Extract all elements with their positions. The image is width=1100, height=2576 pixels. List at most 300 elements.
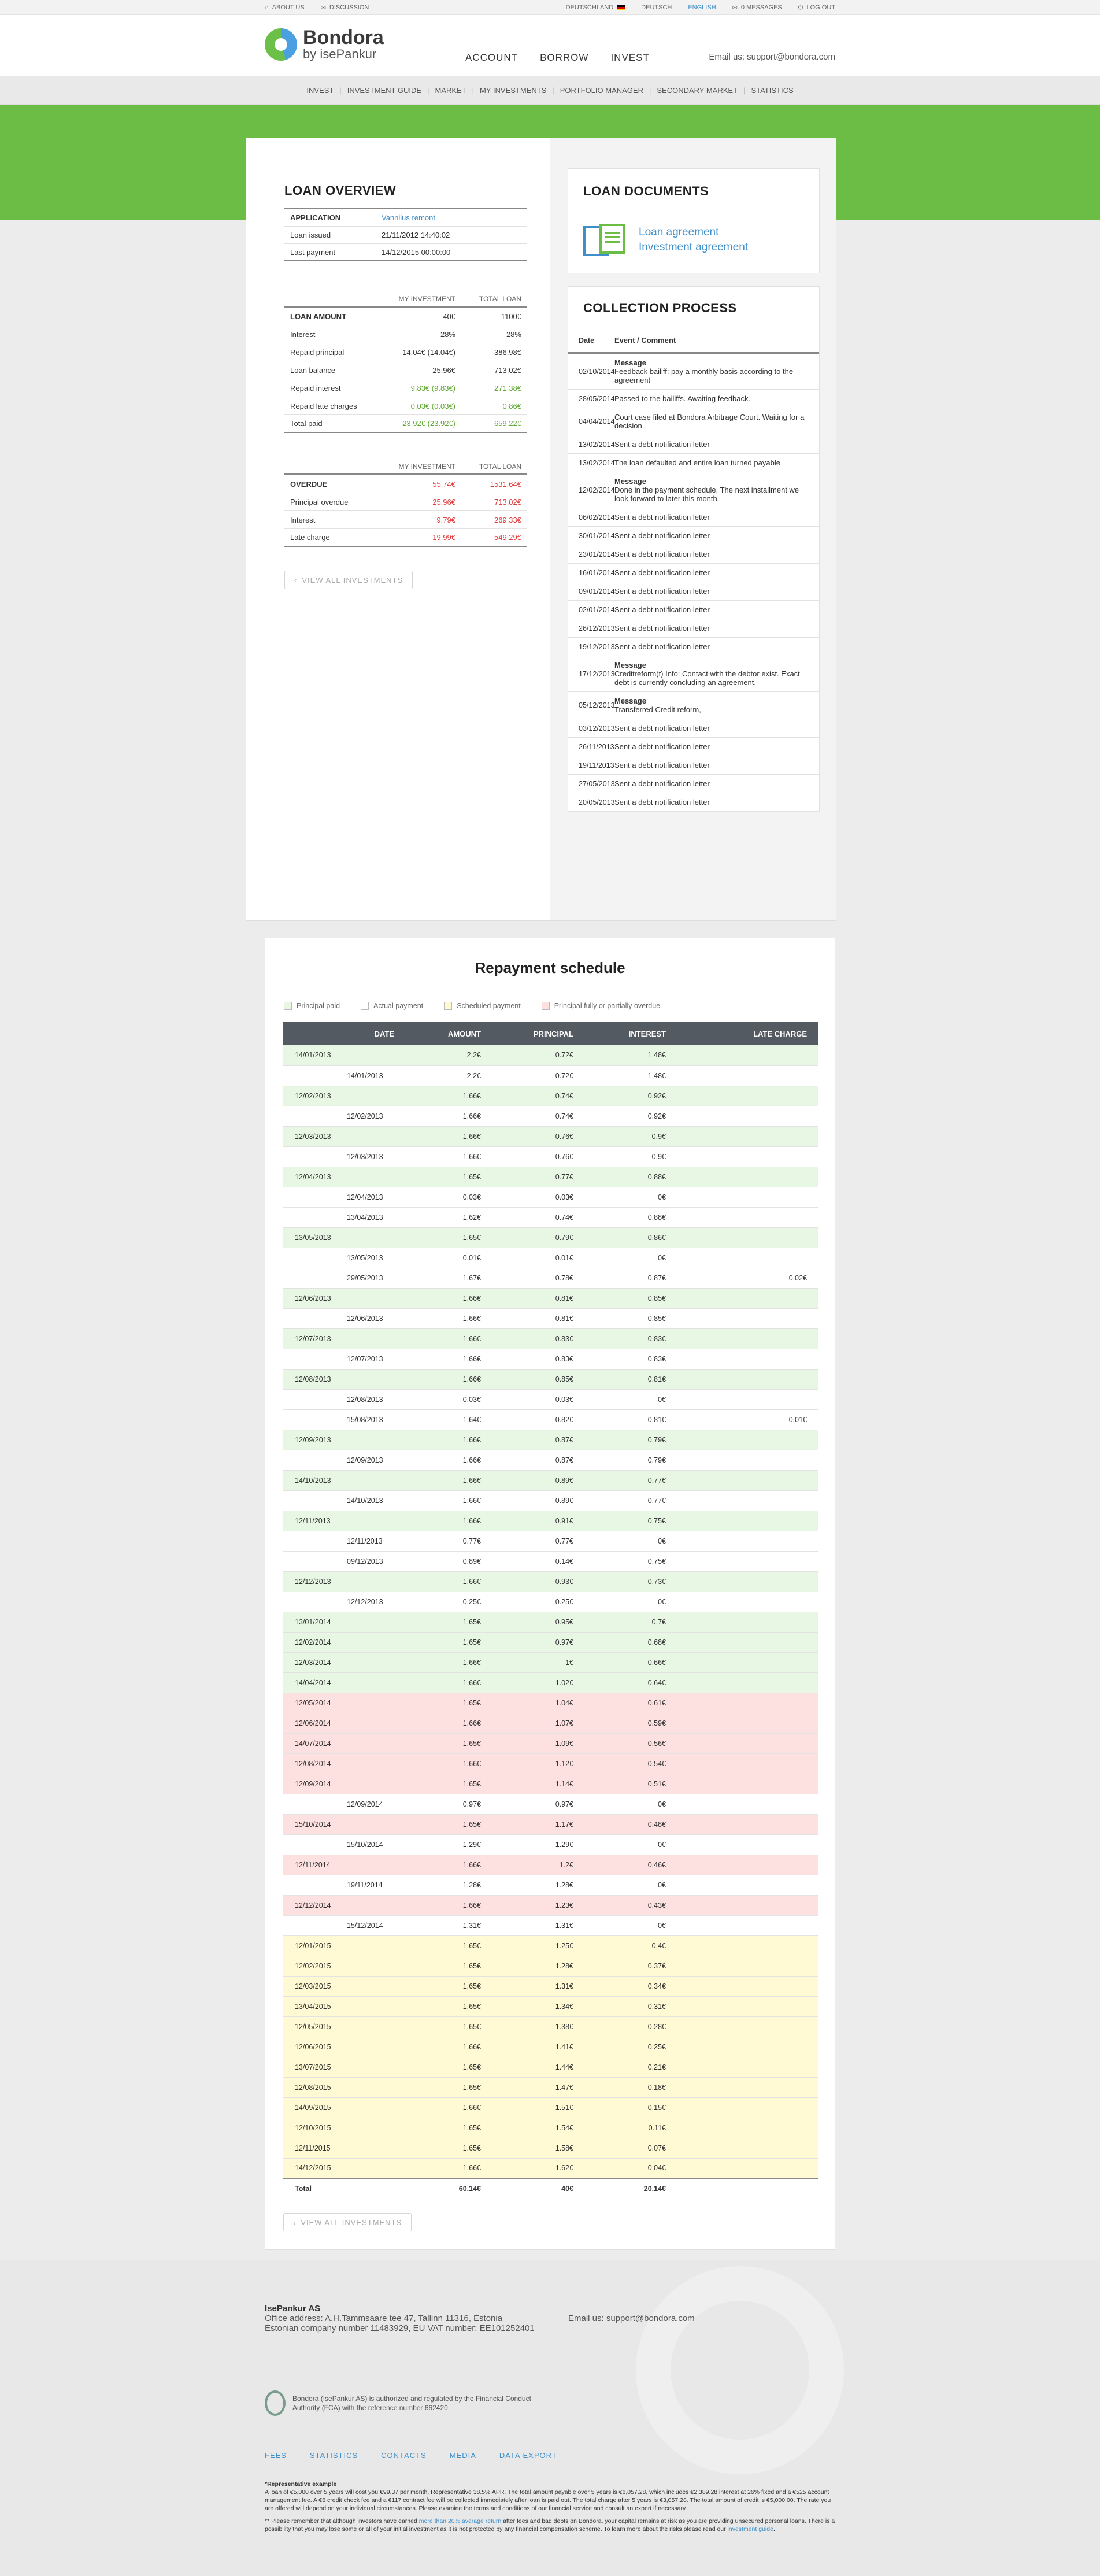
collection-event-text: Feedback bailiff: pay a monthly basis according to the agreement: [614, 367, 794, 384]
schedule-late-charge: [671, 2037, 818, 2057]
schedule-interest: 0.92€: [578, 1086, 671, 1106]
schedule-due-date: 12/09/2013: [283, 1430, 347, 1450]
schedule-due-date: [283, 1551, 347, 1571]
schedule-principal: 1.44€: [486, 2057, 578, 2077]
country-selector[interactable]: DEUTSCHLAND: [566, 4, 625, 11]
schedule-payment-date: 14/01/2013: [347, 1065, 399, 1086]
schedule-row: [283, 1672, 818, 1693]
schedule-amount: 1.66€: [399, 2097, 486, 2118]
schedule-late-charge: [671, 1167, 818, 1187]
schedule-amount: 1.66€: [399, 1288, 486, 1308]
footer-company: IsePankur AS: [265, 2304, 321, 2314]
collection-row: [568, 408, 819, 435]
schedule-payment-date: [347, 1045, 399, 1065]
schedule-interest: 0.64€: [578, 1672, 671, 1693]
subnav-my-investments[interactable]: MY INVESTMENTS: [480, 86, 547, 95]
footer-email[interactable]: Email us: support@bondora.com: [568, 2314, 695, 2323]
investment-guide-link[interactable]: investment guide: [727, 2526, 773, 2533]
schedule-interest: 0.61€: [578, 1693, 671, 1713]
schedule-row: [283, 1065, 818, 1086]
schedule-due-date: 12/05/2015: [283, 2016, 347, 2037]
collection-message-label: Message: [614, 661, 646, 669]
schedule-late-charge: [671, 1895, 818, 1915]
collection-row: [568, 435, 819, 454]
schedule-late-charge: [671, 1349, 818, 1369]
schedule-due-date: [283, 1207, 347, 1227]
schedule-interest: 0.07€: [578, 2138, 671, 2158]
collection-event-text: The loan defaulted and entire loan turned payable: [614, 458, 780, 467]
schedule-interest: 0.34€: [578, 1976, 671, 1996]
schedule-interest: 0.28€: [578, 2016, 671, 2037]
collection-date: 09/01/2014: [579, 587, 615, 595]
schedule-row: [283, 2016, 818, 2037]
schedule-row: [283, 1187, 818, 1207]
schedule-late-charge: [671, 1531, 818, 1551]
subnav-statistics[interactable]: STATISTICS: [751, 86, 794, 95]
schedule-due-date: 13/07/2015: [283, 2057, 347, 2077]
schedule-due-date: [283, 1915, 347, 1935]
loan-agreement-link[interactable]: Loan agreement: [639, 226, 719, 238]
collection-date: 28/05/2014: [579, 394, 615, 403]
schedule-interest: 0€: [578, 1389, 671, 1409]
investment-agreement-link[interactable]: Investment agreement: [639, 241, 749, 253]
schedule-principal: 0.81€: [486, 1288, 578, 1308]
fin-total-value: 1531.64€: [490, 479, 521, 488]
header-email[interactable]: Email us: support@bondora.com: [709, 52, 835, 62]
schedule-row: [283, 2158, 818, 2178]
schedule-interest: 0.43€: [578, 1895, 671, 1915]
schedule-late-charge: [671, 1794, 818, 1814]
schedule-row: [283, 2138, 818, 2158]
schedule-late-charge: [671, 1126, 818, 1146]
schedule-due-date: 13/04/2015: [283, 1996, 347, 2016]
collection-event: [614, 798, 718, 806]
schedule-interest: 0.21€: [578, 2057, 671, 2077]
schedule-interest: 0.48€: [578, 1814, 671, 1834]
schedule-principal: 0.81€: [486, 1308, 578, 1328]
schedule-row: [283, 1146, 818, 1167]
schedule-due-date: 12/06/2013: [283, 1288, 347, 1308]
schedule-due-date: 12/09/2014: [283, 1774, 347, 1794]
schedule-payment-date: [347, 1895, 399, 1915]
fca-text: Bondora (IsePankur AS) is authorized and regulated by the Financial Conduct Authority (FCA) with the reference number 662420: [292, 2394, 531, 2412]
schedule-amount: 1.65€: [399, 1733, 486, 1753]
legend-item: [542, 1002, 660, 1010]
footer-address: Office address: A.H.Tammsaare tee 47, Tallinn 11316, Estonia: [265, 2314, 503, 2323]
schedule-payment-date: [347, 1612, 399, 1632]
about-link[interactable]: ⌂ ABOUT US: [265, 4, 305, 11]
schedule-amount: 1.65€: [399, 1935, 486, 1956]
footer-link-fees[interactable]: FEES: [265, 2451, 287, 2460]
fin-label: Interest: [290, 515, 316, 524]
bondora-logo[interactable]: Bondora by isePankur: [265, 28, 384, 61]
schedule-payment-date: 13/05/2013: [347, 1248, 399, 1268]
fin-label: Repaid interest: [290, 383, 341, 393]
schedule-principal: 1.17€: [486, 1814, 578, 1834]
schedule-payment-date: 12/09/2013: [347, 1450, 399, 1470]
schedule-amount: 1.65€: [399, 2016, 486, 2037]
document-icon: [583, 224, 626, 256]
schedule-late-charge: [671, 1672, 818, 1693]
schedule-due-date: 14/10/2013: [283, 1470, 347, 1490]
schedule-payment-date: [347, 1126, 399, 1146]
overview-row: Last payment 14/12/2015 00:00:00: [284, 244, 527, 261]
schedule-interest: 0.87€: [578, 1268, 671, 1288]
schedule-principal: 0.03€: [486, 1389, 578, 1409]
nav-account[interactable]: ACCOUNT: [465, 52, 518, 63]
footer-regno: Estonian company number 11483929, EU VAT number: EE101252401: [265, 2323, 535, 2333]
total-label: Total: [283, 2178, 347, 2199]
site-header: [0, 15, 1100, 76]
schedule-row: [283, 1834, 818, 1855]
schedule-principal: 1€: [486, 1652, 578, 1672]
schedule-payment-date: 12/06/2013: [347, 1308, 399, 1328]
legend-swatch: [444, 1002, 452, 1010]
schedule-due-date: 12/02/2015: [283, 1956, 347, 1976]
schedule-late-charge: [671, 1369, 818, 1389]
schedule-row: [283, 1450, 818, 1470]
footer-links: [265, 2451, 557, 2460]
fin-total-value: 659.22€: [494, 419, 521, 428]
schedule-principal: 1.04€: [486, 1693, 578, 1713]
schedule-due-date: 12/04/2013: [283, 1167, 347, 1187]
schedule-row: [283, 1126, 818, 1146]
messages-link[interactable]: ✉ 0 MESSAGES: [732, 4, 782, 12]
legend-label: Scheduled payment: [457, 1002, 521, 1010]
schedule-due-date: 12/07/2013: [283, 1328, 347, 1349]
subnav-investment-guide[interactable]: INVESTMENT GUIDE: [347, 86, 422, 95]
schedule-amount: 1.66€: [399, 1753, 486, 1774]
schedule-row: [283, 1592, 818, 1612]
schedule-principal: 1.23€: [486, 1895, 578, 1915]
fin-mine-value: 25.96€: [432, 365, 455, 375]
schedule-total-row: [283, 2178, 818, 2199]
total-amount: 60.14€: [399, 2178, 486, 2199]
fin-total-value: 713.02€: [494, 497, 521, 506]
fin-label: Loan balance: [290, 365, 336, 375]
schedule-row: [283, 1227, 818, 1248]
schedule-payment-date: 12/08/2013: [347, 1389, 399, 1409]
legend-swatch: [284, 1002, 292, 1010]
schedule-interest: 0.54€: [578, 1753, 671, 1774]
schedule-late-charge: [671, 1855, 818, 1875]
schedule-interest: 0€: [578, 1834, 671, 1855]
schedule-row: [283, 1531, 818, 1551]
schedule-due-date: 13/05/2013: [283, 1227, 347, 1248]
schedule-interest: 0.15€: [578, 2097, 671, 2118]
fin-row: [284, 493, 527, 511]
schedule-amount: 1.65€: [399, 1956, 486, 1976]
schedule-payment-date: [347, 1571, 399, 1592]
collection-date: 02/01/2014: [579, 605, 615, 614]
fin-total-value: 271.38€: [494, 383, 521, 393]
lang-en-link[interactable]: ENGLISH: [688, 4, 716, 11]
schedule-amount: 1.66€: [399, 1470, 486, 1490]
collection-event: [614, 531, 718, 540]
collection-event: [614, 624, 718, 632]
schedule-payment-date: [347, 2158, 399, 2178]
fin-header: [284, 459, 527, 475]
collection-date: 06/02/2014: [579, 513, 615, 521]
nav-borrow[interactable]: BORROW: [540, 52, 589, 63]
schedule-principal: 1.12€: [486, 1753, 578, 1774]
collection-event: [614, 394, 758, 403]
discussion-link[interactable]: ✉ DISCUSSION: [320, 4, 369, 12]
schedule-row: [283, 2037, 818, 2057]
schedule-payment-date: 14/10/2013: [347, 1490, 399, 1511]
schedule-due-date: [283, 1308, 347, 1328]
loan-documents-panel: [568, 168, 820, 273]
footer-link-statistics[interactable]: STATISTICS: [309, 2451, 358, 2460]
schedule-interest: 0.25€: [578, 2037, 671, 2057]
fin-row: [284, 511, 527, 529]
schedule-principal: 0.25€: [486, 1592, 578, 1612]
schedule-due-date: [283, 1065, 347, 1086]
schedule-late-charge: [671, 1470, 818, 1490]
schedule-amount: 1.64€: [399, 1409, 486, 1430]
fin-row: [284, 529, 527, 547]
schedule-amount: 1.66€: [399, 1308, 486, 1328]
schedule-principal: 0.78€: [486, 1268, 578, 1288]
collection-row: [568, 793, 819, 812]
schedule-payment-date: [347, 2057, 399, 2077]
lang-de-link[interactable]: DEUTSCH: [641, 4, 672, 11]
overview-row: Loan issued 21/11/2012 14:40:02: [284, 227, 527, 244]
schedule-due-date: 12/03/2013: [283, 1126, 347, 1146]
schedule-principal: 1.51€: [486, 2097, 578, 2118]
schedule-amount: 1.66€: [399, 1349, 486, 1369]
schedule-principal: 0.74€: [486, 1207, 578, 1227]
schedule-payment-date: [347, 1774, 399, 1794]
schedule-due-date: 12/02/2014: [283, 1632, 347, 1652]
schedule-due-date: [283, 1531, 347, 1551]
schedule-amount: 0.03€: [399, 1389, 486, 1409]
schedule-late-charge: [671, 2138, 818, 2158]
schedule-payment-date: [347, 1996, 399, 2016]
schedule-payment-date: 12/09/2014: [347, 1794, 399, 1814]
schedule-late-charge: [671, 1814, 818, 1834]
schedule-amount: 1.31€: [399, 1915, 486, 1935]
schedule-row: [283, 1207, 818, 1227]
schedule-amount: 1.66€: [399, 1146, 486, 1167]
nav-invest[interactable]: INVEST: [610, 52, 650, 63]
schedule-late-charge: [671, 1227, 818, 1248]
collection-event: [614, 642, 718, 651]
schedule-amount: 2.2€: [399, 1045, 486, 1065]
collection-event-text: Sent a debt notification letter: [614, 779, 710, 788]
schedule-late-charge: [671, 1612, 818, 1632]
collection-event: [614, 724, 718, 732]
application-link[interactable]: Vannilus remont.: [382, 213, 438, 222]
collection-event-text: Sent a debt notification letter: [614, 550, 710, 558]
schedule-payment-date: [347, 1369, 399, 1389]
schedule-principal: 0.89€: [486, 1470, 578, 1490]
schedule-payment-date: [347, 1814, 399, 1834]
collection-event-text: Passed to the bailiffs. Awaiting feedback.: [614, 394, 751, 403]
schedule-interest: 0.83€: [578, 1328, 671, 1349]
schedule-principal: 1.29€: [486, 1834, 578, 1855]
schedule-row: [283, 1308, 818, 1328]
schedule-principal: 0.93€: [486, 1571, 578, 1592]
collection-message-label: Message: [614, 697, 646, 705]
collection-event-text: Sent a debt notification letter: [614, 440, 710, 449]
fin-mine-value: 55.74€: [432, 479, 455, 488]
fin-total-value: 549.29€: [494, 533, 521, 542]
schedule-principal: 0.87€: [486, 1430, 578, 1450]
collection-event: [614, 742, 718, 751]
schedule-row: [283, 2057, 818, 2077]
fin-row: [284, 397, 527, 415]
schedule-amount: 1.65€: [399, 2077, 486, 2097]
view-all-investments-button-bottom[interactable]: ‹ VIEW ALL INVESTMENTS: [283, 2213, 412, 2231]
schedule-principal: 0.79€: [486, 1227, 578, 1248]
schedule-amount: 1.66€: [399, 1571, 486, 1592]
subnav-invest[interactable]: INVEST: [306, 86, 334, 95]
collection-row: [568, 454, 819, 472]
view-all-investments-button[interactable]: ‹ VIEW ALL INVESTMENTS: [284, 571, 413, 589]
collection-row: [568, 756, 819, 775]
collection-date: 05/12/2013: [579, 701, 615, 709]
total-blank: [347, 2178, 399, 2199]
schedule-amount: 1.66€: [399, 1086, 486, 1106]
schedule-amount: 1.66€: [399, 1511, 486, 1531]
schedule-due-date: 12/01/2015: [283, 1935, 347, 1956]
schedule-late-charge: [671, 1693, 818, 1713]
legend-swatch: [361, 1002, 369, 1010]
legend-item: [444, 1002, 521, 1010]
schedule-row: [283, 1349, 818, 1369]
schedule-header-row: DATE AMOUNT PRINCIPAL INTEREST LATE CHARGE: [283, 1022, 818, 1045]
subnav-market[interactable]: MARKET: [435, 86, 466, 95]
sub-nav: INVEST | INVESTMENT GUIDE | MARKET | MY INVESTMENTS | PORTFOLIO MANAGER | SECONDARY MARKET | STATISTICS: [0, 76, 1100, 105]
footer-link-media[interactable]: MEDIA: [449, 2451, 476, 2460]
schedule-due-date: 14/07/2014: [283, 1733, 347, 1753]
collection-date: 13/02/2014: [579, 458, 615, 467]
schedule-late-charge: [671, 1106, 818, 1126]
return-link[interactable]: more than 20% average return: [418, 2518, 502, 2525]
schedule-late-charge: [671, 1187, 818, 1207]
collection-header: Date Event / Comment: [568, 328, 819, 354]
collection-event: [614, 761, 718, 769]
collection-date: 13/02/2014: [579, 440, 615, 449]
schedule-interest: 0.11€: [578, 2118, 671, 2138]
fin-header-total: TOTAL LOAN: [479, 462, 521, 471]
schedule-amount: 1.65€: [399, 1976, 486, 1996]
schedule-due-date: 12/06/2015: [283, 2037, 347, 2057]
schedule-payment-date: 19/11/2014: [347, 1875, 399, 1895]
schedule-interest: 0.66€: [578, 1652, 671, 1672]
schedule-table: [283, 1022, 818, 2199]
schedule-amount: 0.97€: [399, 1794, 486, 1814]
schedule-due-date: 12/11/2015: [283, 2138, 347, 2158]
schedule-amount: 1.67€: [399, 1268, 486, 1288]
schedule-due-date: 12/03/2014: [283, 1652, 347, 1672]
repayment-schedule-card: [265, 938, 835, 2250]
schedule-late-charge: [671, 1430, 818, 1450]
fin-total-value: 28%: [506, 330, 521, 339]
schedule-due-date: 15/10/2014: [283, 1814, 347, 1834]
footer-link-contacts[interactable]: CONTACTS: [381, 2451, 427, 2460]
fin-total-value: 1100€: [501, 312, 521, 321]
schedule-late-charge: [671, 1713, 818, 1733]
schedule-amount: 1.66€: [399, 1450, 486, 1470]
schedule-due-date: 12/05/2014: [283, 1693, 347, 1713]
fin-mine-value: 9.79€: [436, 515, 455, 524]
schedule-row: [283, 1268, 818, 1288]
schedule-interest: 0.75€: [578, 1511, 671, 1531]
schedule-payment-date: [347, 1672, 399, 1693]
subnav-secondary-market[interactable]: SECONDARY MARKET: [657, 86, 738, 95]
schedule-amount: 1.66€: [399, 1652, 486, 1672]
schedule-payment-date: 15/10/2014: [347, 1834, 399, 1855]
schedule-principal: 1.34€: [486, 1996, 578, 2016]
schedule-principal: 0.97€: [486, 1794, 578, 1814]
fin-row: [284, 415, 527, 433]
collection-event-text: Transferred Credit reform,: [614, 705, 701, 714]
schedule-interest: 0.81€: [578, 1369, 671, 1389]
schedule-amount: 1.62€: [399, 1207, 486, 1227]
logout-link[interactable]: ⏻ LOG OUT: [798, 3, 835, 11]
overview-table: [284, 208, 527, 261]
fin-mine-value: 25.96€: [432, 497, 455, 506]
schedule-interest: 0€: [578, 1875, 671, 1895]
schedule-due-date: [283, 1875, 347, 1895]
subnav-portfolio-manager[interactable]: PORTFOLIO MANAGER: [560, 86, 643, 95]
schedule-due-date: [283, 1146, 347, 1167]
schedule-principal: 1.14€: [486, 1774, 578, 1794]
schedule-interest: 0.9€: [578, 1126, 671, 1146]
schedule-row: [283, 2097, 818, 2118]
schedule-principal: 0.01€: [486, 1248, 578, 1268]
schedule-row: [283, 1045, 818, 1065]
schedule-payment-date: [347, 1511, 399, 1531]
schedule-due-date: [283, 1794, 347, 1814]
schedule-row: [283, 1490, 818, 1511]
fin-header: [284, 291, 527, 308]
site-footer: [0, 2260, 1100, 2576]
schedule-late-charge: [671, 1592, 818, 1612]
schedule-interest: 0.86€: [578, 1227, 671, 1248]
collection-row: [568, 619, 819, 638]
collection-process-panel: [568, 286, 820, 812]
collection-date: 12/02/2014: [579, 486, 615, 494]
schedule-amount: 1.65€: [399, 1814, 486, 1834]
collection-row: [568, 638, 819, 656]
schedule-late-charge: [671, 1935, 818, 1956]
schedule-payment-date: [347, 2097, 399, 2118]
schedule-amount: 0.01€: [399, 1248, 486, 1268]
schedule-interest: 0.9€: [578, 1146, 671, 1167]
rep-text: A loan of €5,000 over 5 years will cost you €99.37 per month. Representative 38.5% APR. The total amount payable over 5 years is €6,057.28, which includes €2,389.28 interest at 26% fixed and a €525 account management fee. A €6 credit check fee and a €117 contract fee will be collected immediately after loan is paid out. The total charge after 5 years is €3,057.28. The total amount of credit is €5,000.00. The rate you are offered will depend on your individual circumstances. Please examine the terms and conditions of our financial service and consult an expert if necessary.: [265, 2489, 831, 2512]
schedule-row: [283, 1511, 818, 1531]
loan-right-column: [550, 138, 836, 920]
collection-event-text: Sent a debt notification letter: [614, 724, 710, 732]
schedule-row: [283, 1612, 818, 1632]
fca-badge-icon: [265, 2390, 286, 2416]
legal-text: [265, 2480, 835, 2533]
schedule-late-charge: [671, 1834, 818, 1855]
schedule-late-charge: [671, 1976, 818, 1996]
fin-mine-value: 23.92€ (23.92€): [402, 419, 455, 428]
schedule-payment-date: [347, 1935, 399, 1956]
footer-link-data-export[interactable]: DATA EXPORT: [499, 2451, 557, 2460]
schedule-row: [283, 1935, 818, 1956]
fin-row: [284, 343, 527, 361]
schedule-late-charge: [671, 1733, 818, 1753]
schedule-interest: 0€: [578, 1915, 671, 1935]
schedule-amount: 1.66€: [399, 1369, 486, 1389]
schedule-due-date: 12/12/2014: [283, 1895, 347, 1915]
